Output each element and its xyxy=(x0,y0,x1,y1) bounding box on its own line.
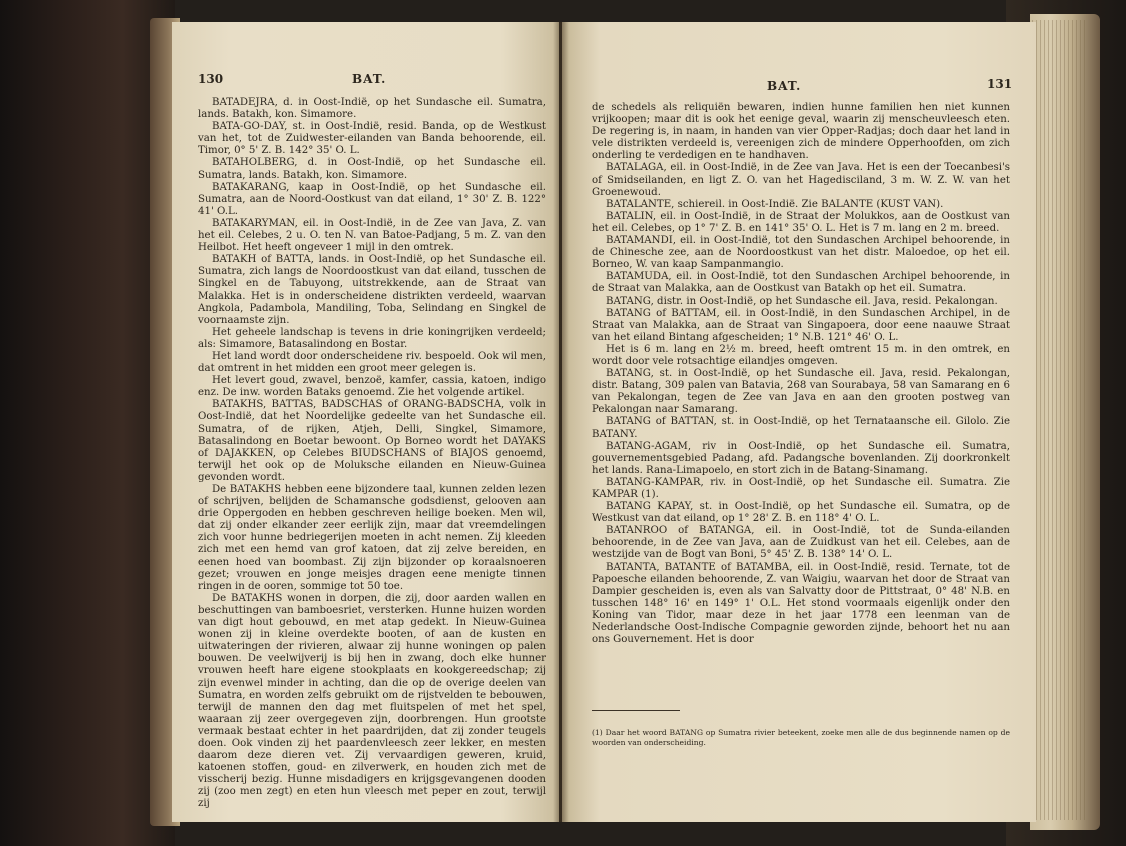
entry-paragraph: BATALAGA, eil. in Oost-Indië, in de Zee van Java. Het is een der Toecanbesi's of Smidseilanden, en ligt Z. O. van het Hagedisciland, 3 m. W. Z. W. van het Groenewoud. xyxy=(592,162,1010,198)
left-page-number: 130 xyxy=(198,72,224,86)
entry-paragraph: BATANTA, BATANTE of BATAMBA, eil. in Oost-Indië, resid. Ternate, tot de Papoesche eilanden behoorende, Z. van Waigiu, waarvan het door de Straat van Dampier gescheiden is, even als van Salvatty door de Pittstraat, 0° 48' N.B. en tusschen 148° 16' en 149° 1' O.L. Het stond voormaals eigenlijk onder den Koning van Tidor, maar deze in het jaar 1778 een leenman van de Nederlandsche Oost-Indische Compagnie geworden zijnde, behoort het nu aan ons Gouvernement. Het is door xyxy=(592,561,1010,646)
entry-paragraph: BATAKH of BATTA, lands. in Oost-Indië, op het Sundasche eil. Sumatra, zich langs de Noordoostkust van dat eiland, tusschen de Singkel en de Tabuyong, uitstrekkende, aan de Straat van Malakka. Het is in onderscheidene distrikten verdeeld, waarvan Angkola, Padambola, Mandiling, Toba, Selindang en Singkel de voornaamste zijn. xyxy=(198,254,546,326)
entry-paragraph: BATALIN, eil. in Oost-Indië, in de Straat der Molukkos, aan de Oostkust van het eil. Celebes, op 1° 7' Z. B. en 141° 35' O. L. Het is 7 m. lang en 2 m. breed. xyxy=(592,210,1010,234)
book-gutter xyxy=(553,22,569,822)
entry-paragraph: Het is 6 m. lang en 2½ m. breed, heeft omtrent 15 m. in den omtrek, en wordt door vele rotsachtige eilandjes omgeven. xyxy=(592,343,1010,367)
right-page-number: 131 xyxy=(987,77,1013,91)
entry-paragraph: Het levert goud, zwavel, benzoë, kamfer, cassia, katoen, indigo enz. De inw. worden Bataks genoemd. Zie het volgende artikel. xyxy=(198,375,546,399)
entry-paragraph: Het geheele landschap is tevens in drie koningrijken verdeeld; als: Simamore, Batasalindong en Bostar. xyxy=(198,326,546,350)
entry-paragraph: BATANG, distr. in Oost-Indië, op het Sundasche eil. Java, resid. Pekalongan. xyxy=(606,295,998,307)
entry-paragraph: BATANG of BATTAM, eil. in Oost-Indië, in den Sundaschen Archipel, in de Straat van Malakka, aan de Straat van Singapoera, door eene naauwe Straat van het eiland Bintang afgescheiden; 1° N.B. 121° 46' O. L. xyxy=(592,307,1010,343)
page-stack-lines xyxy=(1032,20,1087,820)
footnote-rule xyxy=(592,710,680,711)
entry-paragraph: BATAMUDA, eil. in Oost-Indië, tot den Sundaschen Archipel behoorende, in de Straat van Malakka, aan de Oostkust van Batakh op het eil. Sumatra. xyxy=(592,271,1010,295)
entry-paragraph: BATA-GO-DAY, st. in Oost-Indië, resid. Banda, op de Westkust van het, tot de Zuidwester-eilanden van Banda behoorende, eil. Timor, 0° 5' Z. B. 142° 35' O. L. xyxy=(198,121,546,157)
entry-paragraph: BATANROO of BATANGA, eil. in Oost-Indië, tot de Sunda-eilanden behoorende, in de Zee van Java, aan de Zuidkust van het eil. Celebes, aan de westzijde van de Bogt van Boni, 5° 45' Z. B. 138° 14' O. L. xyxy=(592,525,1010,561)
entry-paragraph: BATAHOLBERG, d. in Oost-Indië, op het Sundasche eil. Sumatra, lands. Batakh, kon. Simamore. xyxy=(198,157,546,181)
entry-paragraph: BATANG-KAMPAR, riv. in Oost-Indië, op het Sundasche eil. Sumatra. Zie KAMPAR (1). xyxy=(592,476,1010,500)
right-running-head: BAT. xyxy=(767,79,802,93)
entry-paragraph: BATAKARANG, kaap in Oost-Indië, op het Sundasche eil. Sumatra, aan de Noord-Oostkust van dat eiland, 1° 30' Z. B. 122° 41' O.L. xyxy=(198,181,546,217)
right-page xyxy=(562,22,1036,822)
entry-paragraph: de schedels als reliquiën bewaren, indien hunne familien hen niet kunnen vrijkoopen; maar dit is ook het eenige geval, waarin zij menscheuvleesch eten. De regering is, in naam, in handen van vier Opper-Radjas; doch daar het land in vele distrikten verdeeld is, vereenigen zich de mindere Opperhoofden, om zich onderling te verdedigen en te handhaven. xyxy=(592,102,1010,162)
entry-paragraph: BATANG, st. in Oost-Indië, op het Sundasche eil. Java, resid. Pekalongan, distr. Batang, 309 palen van Batavia, 268 van Sourabaya, 58 van Samarang en 6 van Pekalongan, tegen de Zee van Java en aan den grooten postweg van Pekalongan naar Samarang. xyxy=(592,368,1010,416)
entry-paragraph: BATADEJRA, d. in Oost-Indië, op het Sundasche eil. Sumatra, lands. Batakh, kon. Simamore. xyxy=(198,97,546,121)
entry-paragraph: Het land wordt door onderscheidene riv. bespoeld. Ook wil men, dat omtrent in het midden een groot meer gelegen is. xyxy=(198,350,546,375)
entry-paragraph: BATANG-AGAM, riv in Oost-Indië, op het Sundasche eil. Sumatra, gouvernementsgebied Padang, afd. Padangsche bovenlanden. Zij doorkronkelt het lands. Rana-Limapoelo, en stort zich in de Batang-Sinamang. xyxy=(592,440,1010,476)
background-left xyxy=(0,0,175,846)
entry-paragraph: BATANG KAPAY, st. in Oost-Indië, op het Sundasche eil. Sumatra, op de Westkust van dat eiland, op 1° 28' Z. B. en 118° 4' O. L. xyxy=(592,501,1010,525)
entry-paragraph: BATALANTE, schiereil. in Oost-Indië. Zie BALANTE (KUST VAN). xyxy=(606,198,944,210)
left-column-text xyxy=(198,97,546,811)
entry-paragraph: De BATAKHS wonen in dorpen, die zij, door aarden wallen en beschuttingen van bamboesriet, versterken. Hunne huizen worden van digt hout gebouwd, en met atap gedekt. In Nieuw-Guinea wonen zij in kleine overdekte booten, of aan de kusten en uitwateringen der rivieren, alwaar zij hunne woningen op palen bouwen. De veelwijverij is bij hen in zwang, doch elke hunner vrouwen heeft hare eigene stookplaats en kookgereedschap; zij zijn evenwel minder in achting, dan die op de overige deelen van Sumatra, en worden zelfs gebruikt om de rijstvelden te bebouwen, terwijl de mannen den dag met fluitspelen of met het spel, waaraan zij zeer overgegeven zijn, doorbrengen. Hun grootste vermaak bestaat echter in het paardrijden, dat zij zonder teugels doen. Ook vinden zij het paardenvleesch zeer lekker, en mesten daarom deze dieren vet. Zij vervaardigen geweren, kruid, katoenen stoffen, goud- en zilverwerk, en houden zich met de visscherij bezig. Hunne misdadigers en krijgsgevangenen dooden zij (zoo men zegt) en eten hun vleesch met peper en zout, terwijl zij xyxy=(198,592,546,810)
left-page xyxy=(172,22,559,822)
entry-paragraph: De BATAKHS hebben eene bijzondere taal, kunnen zelden lezen of schrijven, belijden de Schamansche godsdienst, gelooven aan drie Oppergoden en hebben geschreven heilige boeken. Men wil, dat zij onder elkander zeer eerlijk zijn, maar dat vreemdelingen zich voor hunne bedriegerijen moeten in acht nemen. Zij kleeden zich met een hemd van grof katoen, dat zij zelve bereiden, en eenen hoed van boombast. Zij zijn bijzonder op koraalsnoeren gezet; vrouwen en jonge meisjes dragen eene menigte tinnen ringen in de ooren, sommige tot 50 toe. xyxy=(198,484,546,592)
right-column-text xyxy=(592,102,1010,646)
left-running-head: BAT. xyxy=(352,72,387,86)
entry-paragraph: BATAMANDI, eil. in Oost-Indië, tot den Sundaschen Archipel behoorende, in de Chinesche zee, aan de Noordoostkust van het distr. Maloedoe, op het eil. Borneo, W. van kaap Sampanmangio. xyxy=(592,235,1010,271)
footnote: (1) Daar het woord BATANG op Sumatra rivier beteekent, zoeke men alle de dus beginnende namen op de woorden van onderscheiding. xyxy=(592,728,1010,747)
entry-paragraph: BATAKHS, BATTAS, BADSCHAS of ORANG-BADSCHA, volk in Oost-Indië, dat het Noordelijke gedeelte van het Sundasche eil. Sumatra, of de rijken, Atjeh, Delli, Singkel, Simamore, Batasalindong en Boetar bewoont. Op Borneo wordt het DAYAKS of DAJAKKEN, op Celebes BIUDSCHANS of BIAJOS genoemd, terwijl het ook op de Moluksche eilanden en Nieuw-Guinea gevonden wordt. xyxy=(198,399,546,483)
entry-paragraph: BATAKARYMAN, eil. in Oost-Indië, in de Zee van Java, Z. van het eil. Celebes, 2 u. O. ten N. van Batoe-Padjang, 5 m. Z. van den Heilbot. Het heeft ongeveer 1 mijl in den omtrek. xyxy=(198,217,546,254)
entry-paragraph: BATANG of BATTAN, st. in Oost-Indië, op het Ternataansche eil. Gilolo. Zie BATANY. xyxy=(592,416,1010,440)
